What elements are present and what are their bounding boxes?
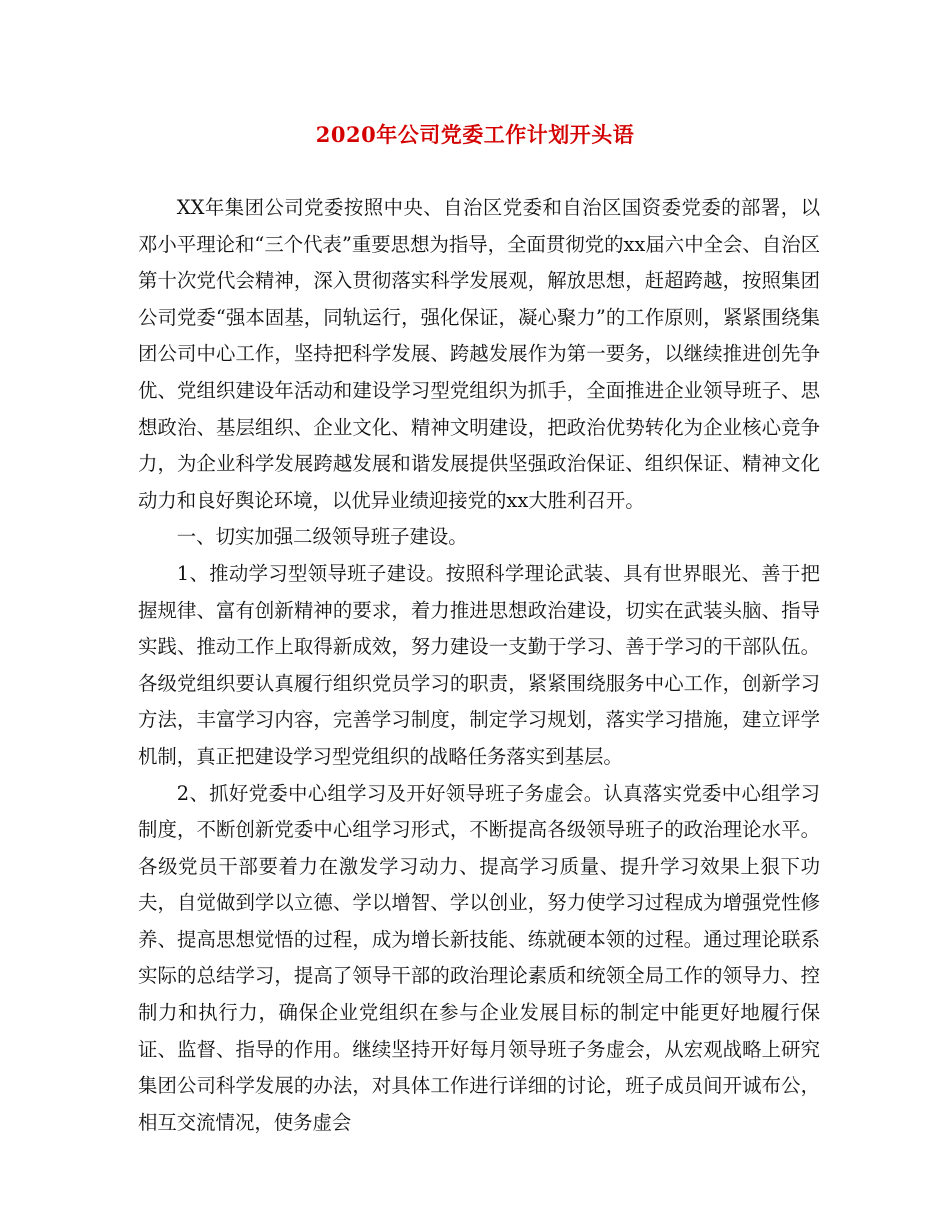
paragraph-item-2: 2、抓好党委中心组学习及开好领导班子务虚会。认真落实党委中心组学习制度，不断创新党委中心组学习形式，不断提高各级领导班子的政治理论水平。各级党员干部要着力在激发学习动力、提高学习质量、提升学习效果上狠下功夫，自觉做到学以立德、学以增智、学以创业，努力使学习过程成为增强党性修养、提高思想觉悟的过程，成为增长新技能、练就硬本领的过程。通过理论联系实际的总结学习，提高了领导干部的政治理论素质和统领全局工作的领导力、控制力和执行力，确保企业党组织在参与企业发展目标的制定中能更好地履行保证、监督、指导的作用。继续坚持开好每月领导班子务虚会，从宏观战略上研究集团公司科学发展的办法，对具体工作进行详细的讨论，班子成员间开诚布公，相互交流情况，使务虚会	[138, 781, 820, 1134]
paragraph-item-1: 1、推动学习型领导班子建设。按照科学理论武装、具有世界眼光、善于把握规律、富有创新精神的要求，着力推进思想政治建设，切实在武装头脑、指导实践、推动工作上取得新成效，努力建设一支勤于学习、善于学习的干部队伍。各级党组织要认真履行组织党员学习的职责，紧紧围绕服务中心工作，创新学习方法，丰富学习内容，完善学习制度，制定学习规划，落实学习措施，建立评学机制，真正把建设学习型党组织的战略任务落实到基层。	[138, 561, 820, 768]
paragraph-intro: XX年集团公司党委按照中央、自治区党委和自治区国资委党委的部署，以邓小平理论和“三个代表”重要思想为指导，全面贯彻党的xx届六中全会、自治区第十次党代会精神，深入贯彻落实科学发展观，解放思想，赶超跨越，按照集团公司党委“强本固基，同轨运行，强化保证，凝心聚力”的工作原则，紧紧围绕集团公司中心工作，坚持把科学发展、跨越发展作为第一要务，以继续推进创先争优、党组织建设年活动和建设学习型党组织为抓手，全面推进企业领导班子、思想政治、基层组织、企业文化、精神文明建设，把政治优势转化为企业核心竞争力，为企业科学发展跨越发展和谐发展提供坚强政治保证、组织保证、精神文化动力和良好舆论环境，以优异业绩迎接党的xx大胜利召开。	[138, 196, 820, 512]
paragraph-section-heading: 一、切实加强二级领导班子建设。	[176, 525, 468, 549]
document-body	[138, 190, 820, 1141]
document-title: 2020年公司党委工作计划开头语	[315, 122, 635, 147]
